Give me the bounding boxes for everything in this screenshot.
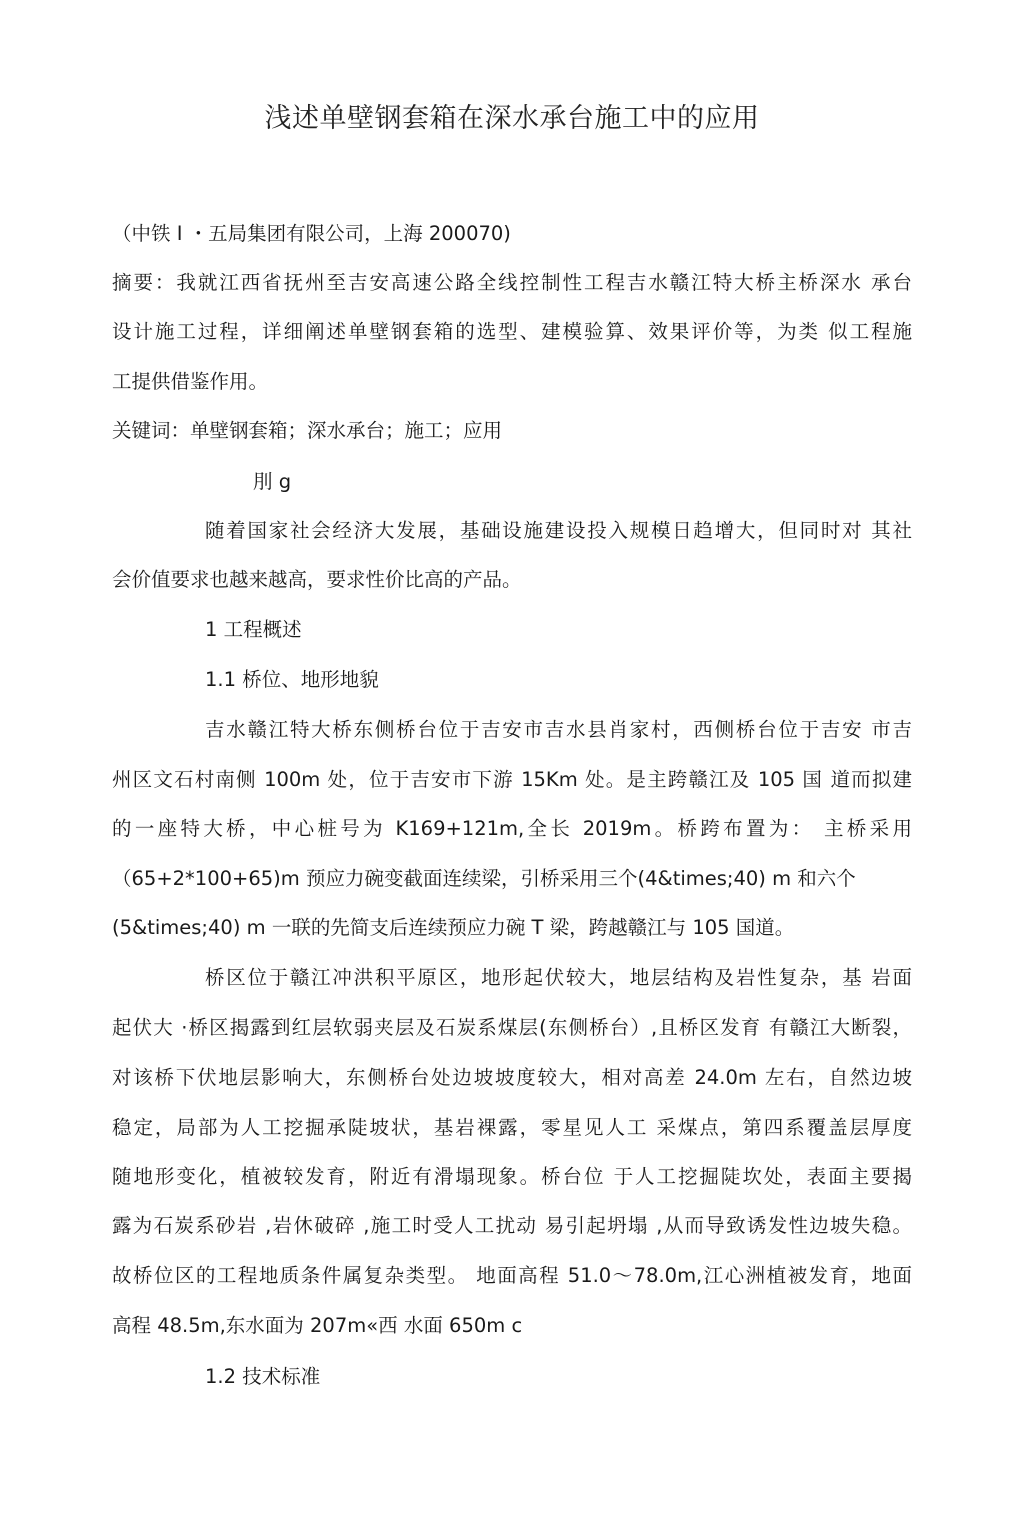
section-heading-1-1: 1.1 桥位、地形地貌 bbox=[205, 668, 379, 691]
section-heading-1: 1 工程概述 bbox=[205, 618, 302, 641]
affiliation-line: （中铁 I ・五局集团有限公司，上海 200070) bbox=[112, 222, 511, 245]
paragraph-line: 对该桥下伏地层影响大，东侧桥台处边坡坡度较大，相对高差 24.0m 左右，自然边坡 bbox=[112, 1066, 912, 1089]
paragraph-line: 随地形变化，植被较发育，附近有滑塌现象。桥台位 于人工挖掘陡坎处，表面主要揭 bbox=[112, 1165, 912, 1188]
intro-line: 会价值要求也越来越高，要求性价比高的产品。 bbox=[112, 568, 522, 591]
intro-line: 随着国家社会经济大发展，基础设施建设投入规模日趋增大，但同时对 其社 bbox=[205, 519, 912, 542]
abstract-line: 设计施工过程，详细阐述单壁钢套箱的选型、建模验算、效果评价等，为类 似工程施 bbox=[112, 320, 912, 343]
preface-heading: 刖 g bbox=[253, 470, 292, 493]
abstract-line: 摘要：我就江西省抚州至吉安高速公路全线控制性工程吉水赣江特大桥主桥深水 承台 bbox=[112, 271, 912, 294]
paragraph-line: 稳定，局部为人工挖掘承陡坡状，基岩裸露，零星见人工 采煤点，第四系覆盖层厚度 bbox=[112, 1116, 912, 1139]
paragraph-line: 故桥位区的工程地质条件属复杂类型。 地面高程 51.0～78.0m,江心洲植被发育，地面 bbox=[112, 1264, 912, 1287]
keywords-line: 关键词：单壁钢套箱；深水承台；施工；应用 bbox=[112, 419, 503, 442]
paragraph-line: 的一座特大桥，中心桩号为 K169+121m,全长 2019m。桥跨布置为： 主桥采用 bbox=[112, 817, 912, 840]
paragraph-line: 州区文石村南侧 100m 处，位于吉安市下游 15Km 处。是主跨赣江及 105 国 道而拟建 bbox=[112, 768, 912, 791]
section-heading-1-2: 1.2 技术标准 bbox=[205, 1365, 321, 1388]
paragraph-line: 露为石炭系砂岩 ,岩休破碎 ,施工时受人工扰动 易引起坍塌 ,从而导致诱发性边坡失稳。 bbox=[112, 1214, 912, 1237]
paragraph-line: （65+2*100+65)m 预应力碗变截面连续梁，引桥采用三个(4&times;40) m 和六个 bbox=[112, 867, 856, 890]
paragraph-line: 高程 48.5m,东水面为 207m«西 水面 650m c bbox=[112, 1314, 523, 1337]
document-title: 浅述单壁钢套箱在深水承台施工中的应用 bbox=[264, 103, 760, 134]
paragraph-line: 桥区位于赣江冲洪积平原区，地形起伏较大，地层结构及岩性复杂，基 岩面 bbox=[205, 966, 912, 989]
paragraph-line: 吉水赣江特大桥东侧桥台位于吉安市吉水县肖家村，西侧桥台位于吉安 市吉 bbox=[205, 718, 912, 741]
abstract-line: 工提供借鉴作用。 bbox=[112, 370, 269, 393]
paragraph-line: 起伏大 ·桥区揭露到红层软弱夹层及石炭系煤层(东侧桥台）,且桥区发育 有赣江大断裂， bbox=[112, 1016, 912, 1039]
paragraph-line: (5&times;40) m 一联的先简支后连续预应力碗 T 梁，跨越赣江与 105 国道。 bbox=[112, 916, 795, 939]
